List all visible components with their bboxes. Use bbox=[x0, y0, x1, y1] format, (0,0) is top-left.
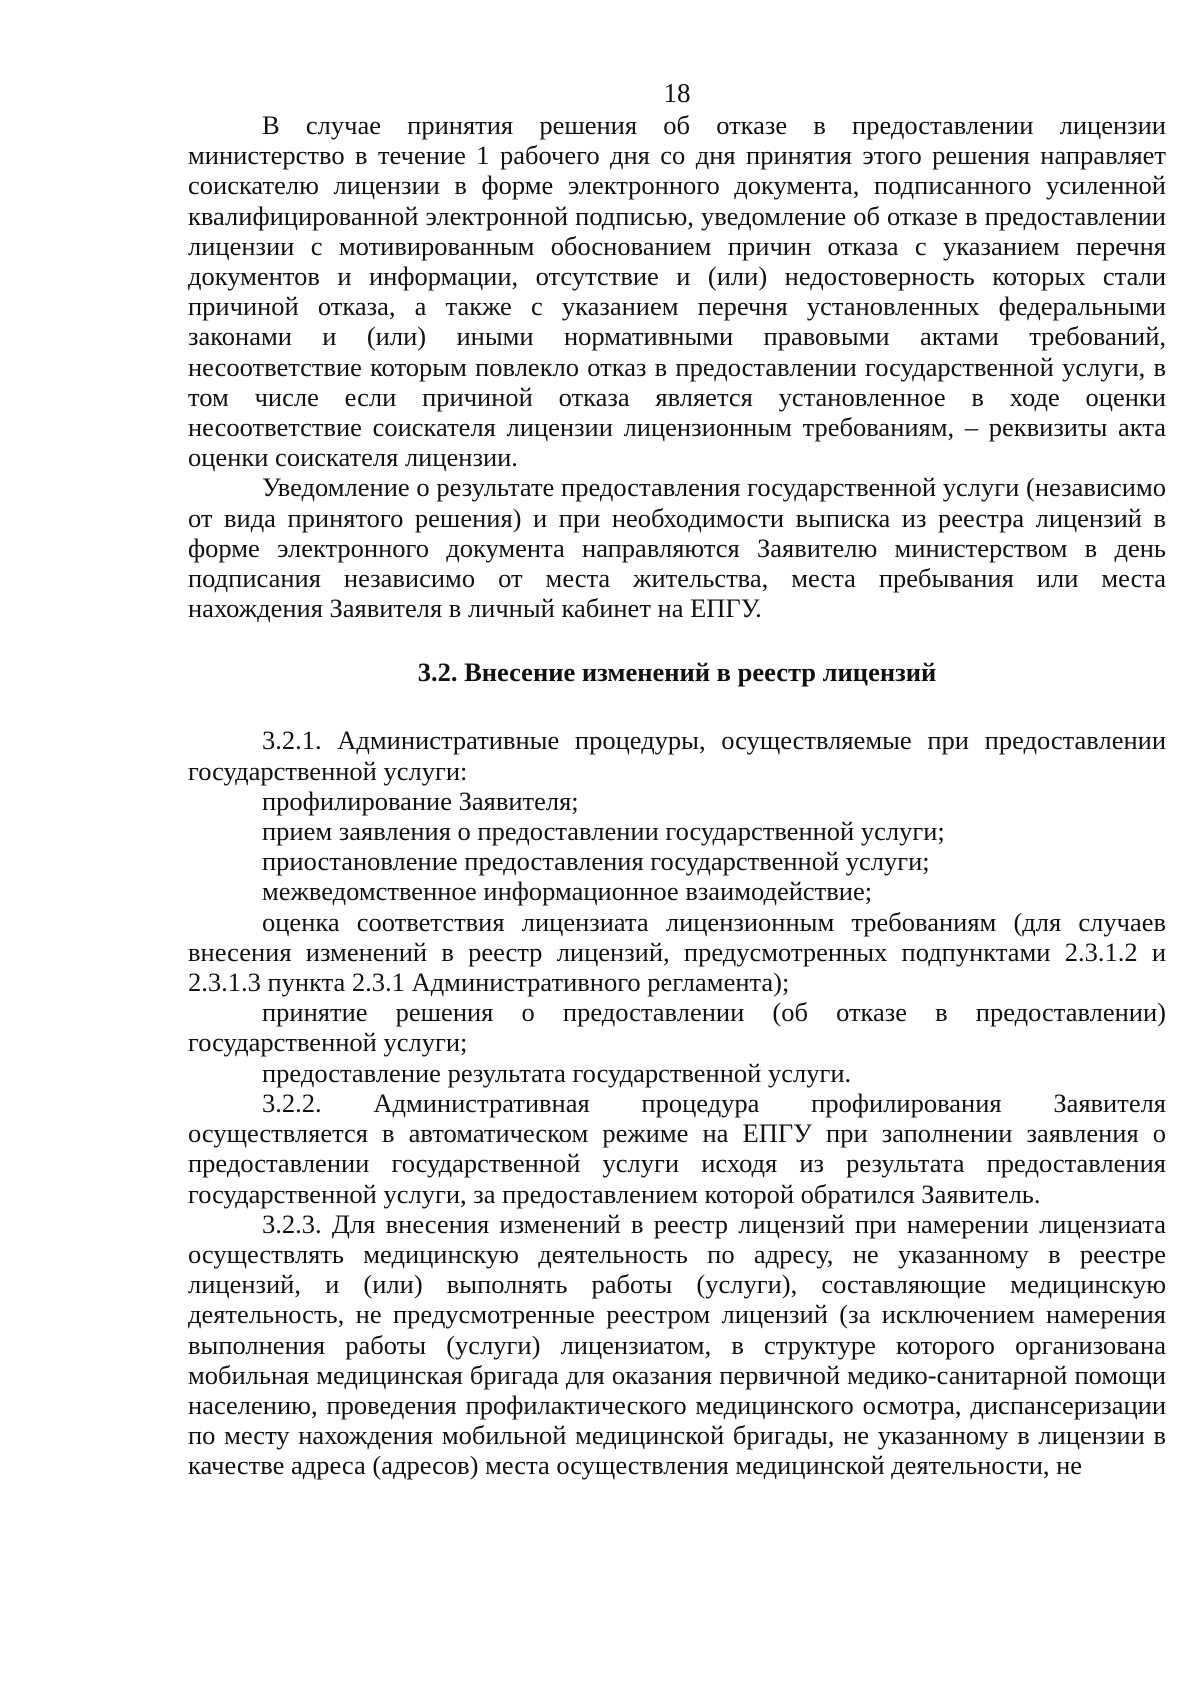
paragraph-result-notice: Уведомление о результате предоставления государственной услуги (независимо от вида принятого решения) и при необходимости выписка из реестра лицензий в форме электронного документа направляются Заявителю министерством в день подписания независимо от места жительства, места пребывания или места нахождения Заявителя в личный кабинет на ЕПГУ. bbox=[188, 472, 1166, 624]
procedure-list-item: межведомственное информационное взаимодействие; bbox=[262, 876, 873, 907]
page-number: 18 bbox=[663, 78, 691, 108]
document-page bbox=[188, 78, 1166, 1481]
section-heading: 3.2. Внесение изменений в реестр лицензий bbox=[417, 657, 937, 688]
clause-3-2-1-intro: 3.2.1. Административные процедуры, осуществляемые при предоставлении государственной услуги: bbox=[188, 725, 1166, 786]
procedure-list-item: предоставление результата государственной услуги. bbox=[262, 1057, 852, 1088]
procedure-list-item: принятие решения о предоставлении (об отказе в предоставлении) государственной услуги; bbox=[188, 997, 1166, 1058]
paragraph-refusal-notice: В случае принятия решения об отказе в предоставлении лицензии министерство в течение 1 рабочего дня со дня принятия этого решения направляет соискателю лицензии в форме электронного документа, подписанного усиленной квалифицированной электронной подписью, уведомление об отказе в предоставлении лицензии с мотивированным обоснованием причин отказа с указанием перечня документов и информации, отсутствие и (или) недостоверность которых стали причиной отказа, а также с указанием перечня установленных федеральными законами и (или) иными нормативными правовыми актами требований, несоответствие которым повлекло отказ в предоставлении государственной услуги, в том числе если причиной отказа является установленное в ходе оценки несоответствие соискателя лицензии лицензионным требованиям, – реквизиты акта оценки соискателя лицензии. bbox=[188, 110, 1166, 473]
clause-3-2-3: 3.2.3. Для внесения изменений в реестр лицензий при намерении лицензиата осуществлять медицинскую деятельность по адресу, не указанному в реестре лицензий, и (или) выполнять работы (услуги), составляющие медицинскую деятельность, не предусмотренные реестром лицензий (за исключением намерения выполнения работы (услуги) лицензиатом, в структуре которого организована мобильная медицинская бригада для оказания первичной медико-санитарной помощи населению, проведения профилактического медицинского осмотра, диспансеризации по месту нахождения мобильной медицинской бригады, не указанному в лицензии в качестве адреса (адресов) места осуществления медицинской деятельности, не bbox=[188, 1208, 1166, 1481]
clause-3-2-2: 3.2.2. Административная процедура профилирования Заявителя осуществляется в автоматическом режиме на ЕПГУ при заполнении заявления о предоставлении государственной услуги исходя из результата предоставления государственной услуги, за предоставлением которой обратился Заявитель. bbox=[188, 1087, 1166, 1209]
procedure-list-item: прием заявления о предоставлении государственной услуги; bbox=[262, 816, 945, 847]
procedure-list-item: оценка соответствия лицензиата лицензионным требованиям (для случаев внесения изменений в реестр лицензий, предусмотренных подпунктами 2.3.1.2 и 2.3.1.3 пункта 2.3.1 Административного регламента); bbox=[188, 906, 1166, 998]
procedure-list-item: приостановление предоставления государственной услуги; bbox=[262, 846, 930, 877]
procedure-list-item: профилирование Заявителя; bbox=[262, 785, 579, 816]
